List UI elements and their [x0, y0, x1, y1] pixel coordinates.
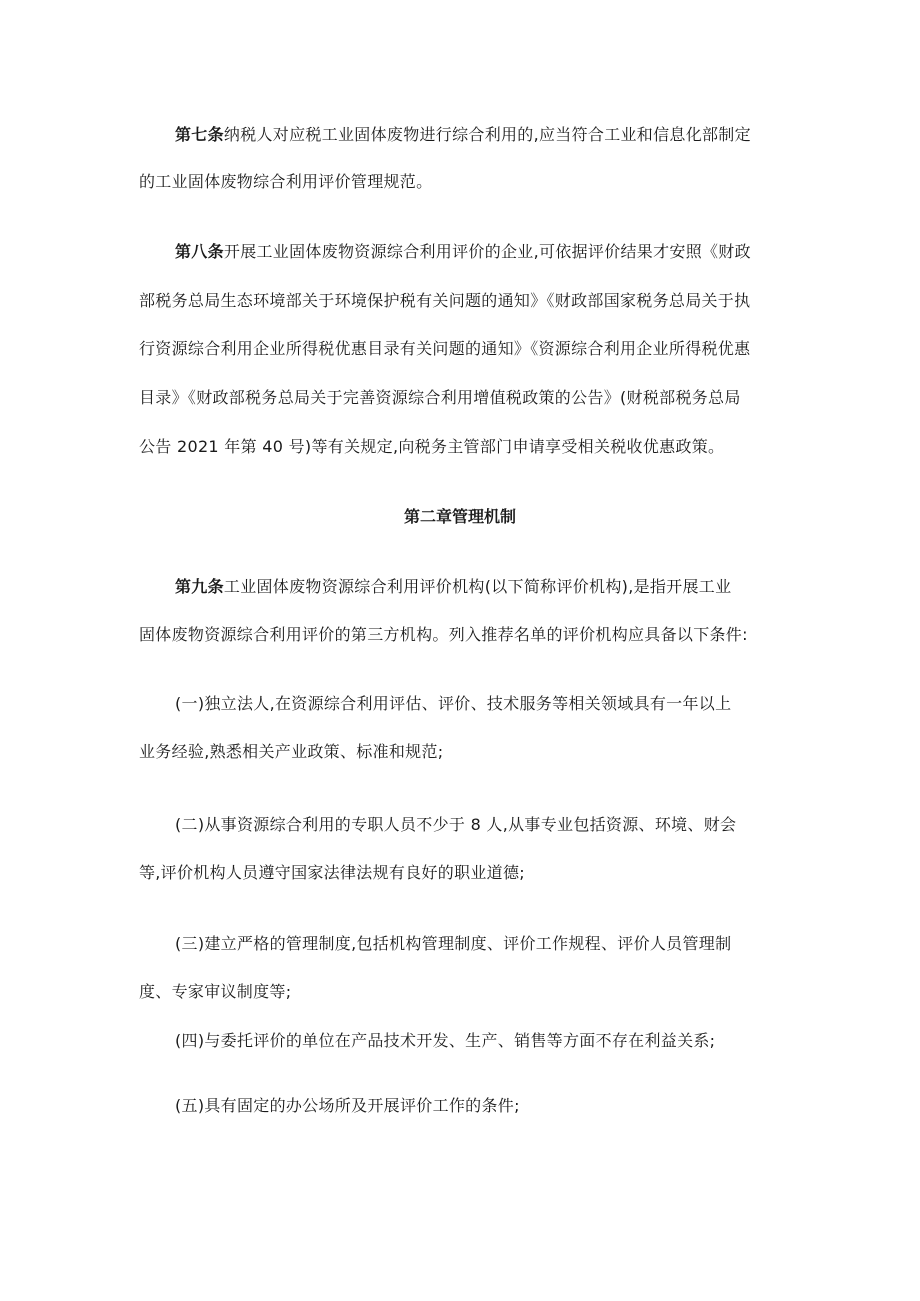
article-8-text-1: 开展工业固体废物资源综合利用评价的企业,可依据评价结果才安照《财政 — [223, 242, 751, 261]
item-5-line-1: (五)具有固定的办公场所及开展评价工作的条件; — [175, 1096, 520, 1115]
article-7-label: 第七条 — [175, 125, 224, 144]
chapter-2-heading: 第二章管理机制 — [403, 507, 516, 526]
article-9-line-2: 固体废物资源综合利用评价的第三方机构。列入推荐名单的评价机构应具备以下条件: — [139, 625, 748, 644]
item-1-line-2: 业务经验,熟悉相关产业政策、标准和规范; — [139, 742, 444, 761]
item-3-line-1: (三)建立严格的管理制度,包括机构管理制度、评价工作规程、评价人员管理制 — [175, 934, 732, 953]
article-7-line-2: 的工业固体废物综合利用评价管理规范。 — [139, 172, 433, 191]
article-8-line-5: 公告 2021 年第 40 号)等有关规定,向税务主管部门申请享受相关税收优惠政策。 — [139, 437, 725, 456]
item-4-line-1: (四)与委托评价的单位在产品技术开发、生产、销售等方面不存在利益关系; — [175, 1031, 716, 1050]
article-7-text-1: 纳税人对应税工业固体废物进行综合利用的,应当符合工业和信息化部制定 — [223, 125, 751, 144]
item-1-line-1: (一)独立法人,在资源综合利用评估、评价、技术服务等相关领域具有一年以上 — [175, 694, 732, 713]
article-8-label: 第八条 — [175, 242, 224, 261]
article-7-line-1 — [175, 125, 751, 145]
item-2-line-1: (二)从事资源综合利用的专职人员不少于 8 人,从事专业包括资源、环境、财会 — [175, 815, 737, 834]
article-8-line-2: 部税务总局生态环境部关于环境保护税有关问题的通知》《财政部国家税务总局关于执 — [139, 291, 751, 310]
article-8-line-3: 行资源综合利用企业所得税优惠目录有关问题的通知》《资源综合利用企业所得税优惠 — [139, 339, 751, 358]
article-8-line-1 — [175, 242, 751, 262]
article-9-line-1 — [175, 577, 731, 597]
article-8-line-4: 目录》《财政部税务总局关于完善资源综合利用增值税政策的公告》(财税部税务总局 — [139, 388, 741, 407]
article-9-text-1: 工业固体废物资源综合利用评价机构(以下简称评价机构),是指开展工业 — [223, 577, 732, 596]
item-3-line-2: 度、专家审议制度等; — [139, 982, 292, 1001]
article-9-label: 第九条 — [175, 577, 224, 596]
item-2-line-2: 等,评价机构人员遵守国家法律法规有良好的职业道德; — [139, 863, 525, 882]
